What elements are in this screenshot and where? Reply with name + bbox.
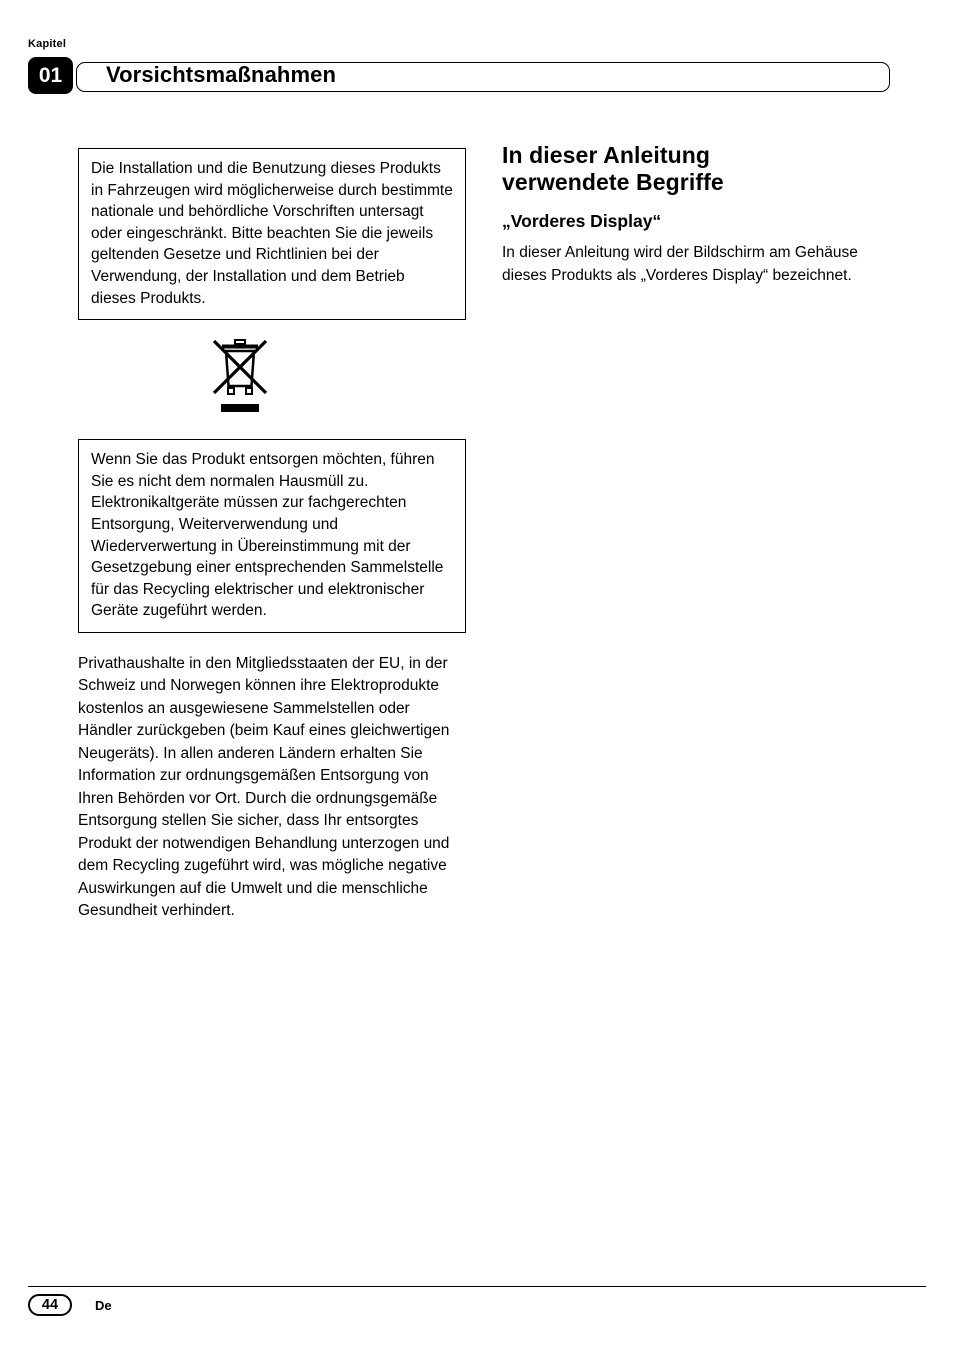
chapter-title-bar: [76, 62, 890, 92]
right-column: [502, 142, 874, 287]
subsection-heading: „Vorderes Display“: [502, 211, 662, 231]
disposal-note-box: [78, 439, 466, 633]
page-title: Vorsichtsmaßnahmen: [106, 62, 337, 87]
page-number-badge: 44: [28, 1294, 72, 1316]
legal-note-box: [78, 148, 466, 320]
disposal-paragraph: Privathaushalte in den Mitgliedsstaaten der EU, in der Schweiz und Norwegen können ihre Elektroprodukte kostenlos an ausgewiesene Sammelstellen oder Händler zurückgeben (beim Kauf eines gleichwertigen Neugeräts). In allen anderen Ländern erhalten Sie Information zur ordnungsgemäßen Entsorgung von Ihren Behörden vor Ort. Durch die ordnungsgemäße Entsorgung stellen Sie sicher, dass Ihr entsorgtes Produkt der notwendigen Behandlung unterzogen und dem Recycling zugeführt wird, was mögliche negative Auswirkungen auf die Umwelt und die menschliche Gesundheit verhindert.: [78, 654, 450, 920]
section-paragraph: In dieser Anleitung wird der Bildschirm am Gehäuse dieses Produkts als „Vorderes Display“ bezeichnet.: [502, 244, 858, 284]
legal-note-text: Die Installation und die Benutzung dieses Produkts in Fahrzeugen wird möglicherweise durch bestimmte nationale und behördliche Vorschriften untersagt oder eingeschränkt. Bitte beachten Sie die jeweils geltenden Gesetze und Richtlinien bei der Verwendung, der Installation und dem Betrieb dieses Produkts.: [91, 160, 453, 307]
language-label: De: [95, 1298, 112, 1313]
left-column: [78, 148, 466, 923]
section-heading: In dieser Anleitung verwendete Begriffe: [502, 142, 724, 195]
chapter-label: Kapitel: [28, 38, 67, 50]
chapter-number-badge: 01: [28, 57, 73, 94]
weee-crossed-out-bin-icon: [209, 338, 271, 416]
footer-rule: [28, 1286, 926, 1287]
disposal-note-text: Wenn Sie das Produkt entsorgen möchten, führen Sie es nicht dem normalen Hausmüll zu. Elektronikaltgeräte müssen zur fachgerechten Entsorgung, Weiterverwendung und Wiederverwertung in Übereinstimmung mit der Gesetzgebung einer entsprechenden Sammelstelle für das Recycling elektrischer und elektronischer Geräte zugeführt werden.: [91, 451, 444, 620]
weee-symbol-wrap: [46, 338, 434, 421]
